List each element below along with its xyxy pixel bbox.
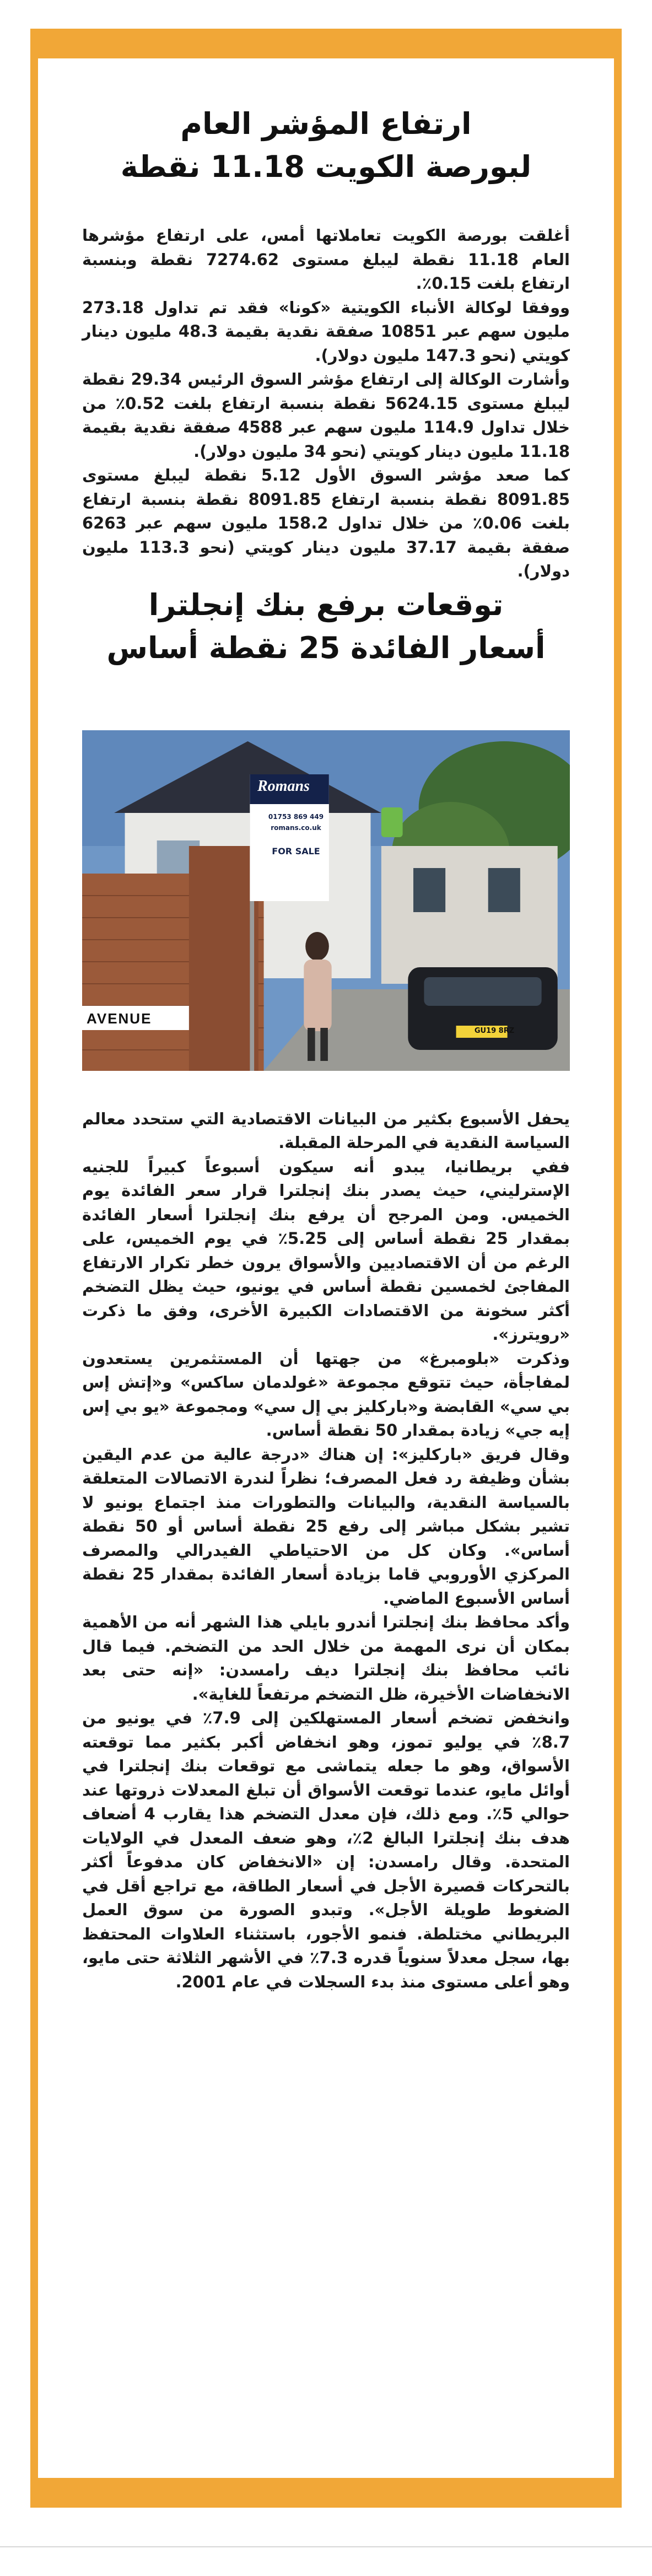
article2-paragraph: وانخفض تضخم أسعار المستهلكين إلى 7.9٪ في يونيو من 8.7٪ في يوليو تموز، وهو انخفاض أكبر بكثير مما توقعته الأسواق، وهو ما جعله يتماشى مع توقعات بنك إنجلترا في أوائل مايو، عندما توقعت الأسواق أن تبلغ المعدلات ذروتها عند حوالي 5٪. ومع ذلك، فإن معدل التضخم هذا يقارب 4 أضعاف هدف بنك إنجلترا البالغ 2٪، وهو ضعف المعدل في الولايات المتحدة. وقال رامسدن: إن «الانخفاض كان مدفوعاً أكثر بالتحركات قصيرة الأجل في أسعار الطاقة، مع تراجع أقل في الضغوط طويلة الأجل». وتبدو الصورة من سوق العمل البريطاني مختلطة. فنمو الأجور، باستثناء العلاوات المحتفظ بها، سجل معدلاً سنوياً قدره 7.3٪ في الأشهر الثلاثة حتى مايو، وهو أعلى مستوى منذ بدء السجلات في عام 2001. xyxy=(82,1709,570,1991)
estate-sign-board: FOR SALE xyxy=(272,845,320,856)
article2-body xyxy=(82,1107,570,1995)
article2-paragraph: وذكرت «بلومبرغ» من جهتها أن المستثمرين يستعدون لمفاجأة، حيث تتوقع مجموعة «غولدمان ساكس» و«إتش إس بي سي» القابضة و«باركليز بي إل سي» ومجموعة «يو بي إس إيه جي» زيادة بمقدار 50 نقطة أساس. xyxy=(82,1349,570,1440)
article2-title-line2: أسعار الفائدة 25 نقطة أساس xyxy=(106,630,546,665)
article2-paragraph: ففي بريطانيا، يبدو أنه سيكون أسبوعاً كبيراً للجنيه الإسترليني، حيث يصدر بنك إنجلترا قرار سعر الفائدة يوم الخميس. ومن المرجح أن يرفع بنك إنجلترا أسعار الفائدة بمقدار 25 نقطة أساس إلى 5.25٪ في يوم الخميس، على الرغم من أن الاقتصاديين والأسواق يرون خطر تكرار الارتفاع المفاجئ لخمسين نقطة أساس في يونيو، حيث يظل التضخم أكثر سخونة من الاقتصادات الكبيرة الأخرى، وفق ما ذكرت «رويترز». xyxy=(82,1157,570,1344)
car-plate: GU19 8RZ xyxy=(474,1026,515,1035)
article1-title-line1: ارتفاع المؤشر العام xyxy=(180,106,472,141)
article1-paragraph: وأشارت الوكالة إلى ارتفاع مؤشر السوق الرئيس 29.34 نقطة ليبلغ مستوى 5624.15 نقطة بنسبة ارتفاع بلغت 0.52٪ من خلال تداول 114.9 مليون سهم عبر 4588 صفقة نقدية بقيمة 11.18 مليون دينار كويتي (نحو 34 مليون دولار). xyxy=(82,370,570,461)
street-photo xyxy=(82,730,570,1071)
article1-paragraph: ووفقا لوكالة الأنباء الكويتية «كونا» فقد تم تداول 273.18 مليون سهم عبر 10851 صفقة نقدية بقيمة 48.3 مليون دينار كويتي (نحو 147.3 مليون دولار). xyxy=(82,298,570,365)
article2-paragraph: يحفل الأسبوع بكثير من البيانات الاقتصادية التي ستحدد معالم السياسة النقدية في المرحلة المقبلة. xyxy=(82,1109,570,1152)
estate-sign-phone: 01753 869 449 xyxy=(268,812,324,821)
article2-paragraph: وقال فريق «باركليز»: إن هناك «درجة عالية من عدم اليقين بشأن وظيفة رد فعل المصرف؛ نظراً لندرة الاتصالات المتعلقة بالسياسة النقدية، والبيانات والتطورات منذ اجتماع يونيو لا تشير بشكل مباشر إلى رفع 25 نقطة أساس أو 50 نقطة أساس». وكان كل من الاحتياطي الفيدرالي والمصرف المركزي الأوروبي قاما بزيادة أسعار الفائدة بمقدار 25 نقطة أساس الأسبوع الماضي. xyxy=(82,1445,570,1608)
article1-headline xyxy=(82,103,570,188)
article2-paragraph: وأكد محافظ بنك إنجلترا أندرو بايلي هذا الشهر أنه من الأهمية بمكان أن نرى المهمة من خلال الحد من التضخم. فيما قال نائب محافظ بنك إنجلترا ديف رامسدن: «إنه حتى بعد الانخفاضات الأخيرة، ظل التضخم مرتفعاً للغاية». xyxy=(82,1613,570,1704)
article2-headline xyxy=(82,584,570,670)
article1-title-line2: لبورصة الكويت 11.18 نقطة xyxy=(120,149,532,184)
article2-title-line1: توقعات برفع بنك إنجلترا xyxy=(148,587,504,622)
top-accent-bar xyxy=(38,36,614,58)
estate-sign-brand: Romans xyxy=(257,777,310,795)
estate-sign-site: romans.co.uk xyxy=(271,823,321,832)
article-frame xyxy=(30,29,622,2508)
page-divider xyxy=(0,2546,652,2547)
bottom-accent-bar xyxy=(38,2478,614,2500)
article1-body xyxy=(82,224,570,584)
article1-paragraph: كما صعد مؤشر السوق الأول 5.12 نقطة ليبلغ مستوى 8091.85 نقطة بنسبة ارتفاع 8091.85 نقطة بنسبة ارتفاع بلغت 0.06٪ من خلال تداول 158.2 مليون سهم عبر 6263 صفقة بقيمة 37.17 مليون دينار كويتي (نحو 113.3 مليون دولار). xyxy=(82,466,570,580)
street-sign-text: AVENUE xyxy=(87,1010,152,1027)
article1-paragraph: أغلقت بورصة الكويت تعاملاتها أمس، على ارتفاع مؤشرها العام 11.18 نقطة ليبلغ مستوى 7274.62 نقطة وبنسبة ارتفاع بلغت 0.15٪. xyxy=(82,226,570,293)
content-column xyxy=(82,103,570,1994)
